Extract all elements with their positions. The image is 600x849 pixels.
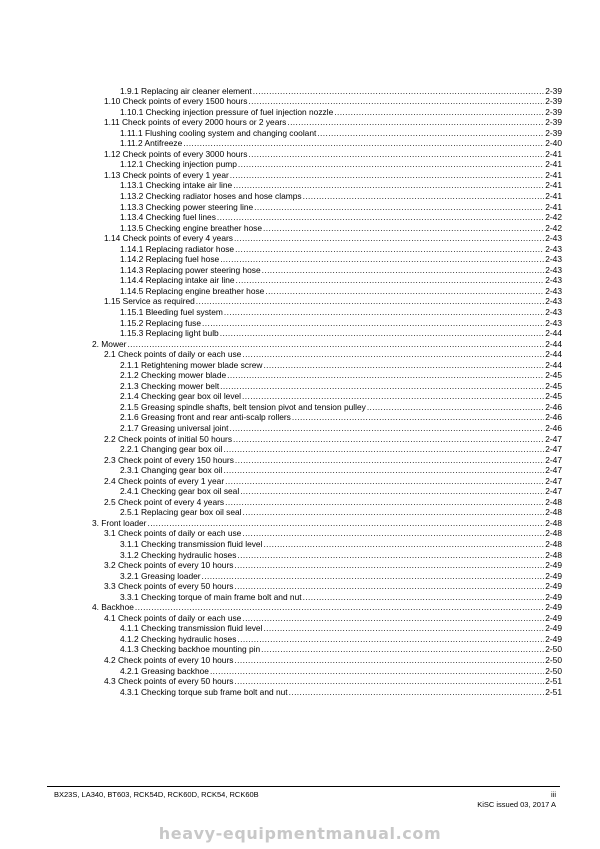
toc-dot-leader	[135, 602, 544, 613]
toc-entry-page: 2-43	[545, 254, 562, 265]
toc-entry-title: 2.3 Check point of every 150 hours	[104, 454, 234, 465]
toc-entry-title: 2.2.1 Changing gear box oil	[120, 444, 223, 455]
toc-entry-page: 2-49	[545, 591, 562, 602]
toc-entry-page: 2-48	[545, 517, 562, 528]
toc-entry[interactable]	[88, 507, 562, 518]
toc-entry-page: 2-45	[545, 391, 562, 402]
toc-entry-title: 2.1.7 Greasing universal joint	[120, 423, 229, 433]
toc-entry-page: 2-50	[545, 655, 562, 666]
toc-entry-page: 2-47	[545, 465, 562, 476]
toc-dot-leader	[196, 296, 544, 307]
toc-entry-title: 2.1.5 Greasing spindle shafts, belt tension pivot and tension pulley	[120, 401, 366, 412]
toc-entry-title: 1.12 Check points of every 3000 hours	[104, 148, 248, 159]
toc-dot-leader	[234, 233, 544, 244]
toc-entry[interactable]	[88, 233, 562, 244]
toc-entry[interactable]	[88, 539, 562, 550]
toc-dot-leader	[210, 666, 544, 677]
toc-entry[interactable]	[88, 676, 562, 687]
toc-entry[interactable]	[88, 402, 562, 413]
toc-entry[interactable]	[88, 581, 562, 592]
toc-entry-page: 2-50	[545, 644, 562, 655]
toc-dot-leader	[234, 676, 544, 687]
toc-entry[interactable]	[88, 528, 562, 539]
toc-entry-title: 4.1 Check points of daily or each use	[104, 612, 242, 623]
toc-entry[interactable]	[88, 602, 562, 613]
toc-entry[interactable]	[88, 138, 562, 149]
toc-entry[interactable]	[88, 191, 562, 202]
toc-dot-leader	[229, 423, 544, 434]
toc-entry-page: 2-39	[545, 96, 562, 107]
toc-entry-title: 2.4 Check points of every 1 year	[104, 475, 225, 486]
toc-entry-page: 2-48	[545, 507, 562, 518]
toc-dot-leader	[248, 149, 544, 160]
toc-dot-leader	[237, 634, 544, 645]
toc-entry[interactable]	[88, 349, 562, 360]
toc-entry-page: 2-49	[545, 602, 562, 613]
toc-entry-page: 2-49	[545, 633, 562, 644]
toc-dot-leader	[248, 96, 544, 107]
toc-entry-page: 2-41	[545, 148, 562, 159]
toc-dot-leader	[263, 623, 544, 634]
toc-entry-title: 1.13.4 Checking fuel lines	[120, 212, 216, 223]
toc-entry-page: 2-46	[545, 412, 562, 423]
toc-entry[interactable]	[88, 149, 562, 160]
toc-entry-page: 2-44	[545, 359, 562, 370]
toc-entry[interactable]	[88, 634, 562, 645]
toc-dot-leader	[234, 560, 544, 571]
toc-entry-page: 2-44	[545, 338, 562, 349]
toc-entry-title: 1.14.5 Replacing engine breather hose	[120, 285, 265, 296]
toc-dot-leader	[217, 212, 544, 223]
toc-entry-page: 2-48	[545, 496, 562, 507]
toc-entry[interactable]	[88, 412, 562, 423]
toc-entry[interactable]	[88, 613, 562, 624]
toc-entry[interactable]	[88, 318, 562, 329]
toc-entry-page: 2-39	[545, 106, 562, 117]
toc-dot-leader	[202, 318, 544, 329]
toc-entry-title: 1.14.1 Replacing radiator hose	[120, 243, 235, 254]
toc-dot-leader	[147, 518, 544, 529]
footer-page-number: iii	[551, 790, 556, 799]
table-of-contents	[88, 86, 562, 698]
toc-entry-title: 1.12.1 Checking injection pump	[120, 159, 237, 170]
toc-entry-page: 2-47	[545, 454, 562, 465]
toc-entry[interactable]	[88, 571, 562, 582]
toc-entry-page: 2-49	[545, 623, 562, 634]
toc-dot-leader	[235, 244, 544, 255]
toc-entry-page: 2-45	[545, 370, 562, 381]
toc-entry[interactable]	[88, 202, 562, 213]
toc-entry-page: 2-41	[545, 190, 562, 201]
toc-entry[interactable]	[88, 465, 562, 476]
toc-dot-leader	[334, 107, 544, 118]
toc-entry-page: 2-47	[545, 433, 562, 444]
toc-entry-title: 1.13.3 Checking power steering line	[120, 201, 254, 212]
toc-entry-page: 2-47	[545, 486, 562, 497]
toc-dot-leader	[220, 381, 544, 392]
toc-entry[interactable]	[88, 117, 562, 128]
toc-entry-page: 2-43	[545, 285, 562, 296]
toc-entry-page: 2-49	[545, 570, 562, 581]
toc-entry-page: 2-39	[545, 85, 562, 96]
toc-entry[interactable]	[88, 518, 562, 529]
toc-entry-title: 4.1.3 Checking backhoe mounting pin	[120, 644, 261, 655]
toc-dot-leader	[240, 486, 544, 497]
toc-entry-page: 2-49	[545, 612, 562, 623]
toc-dot-leader	[227, 370, 544, 381]
toc-entry[interactable]	[88, 655, 562, 666]
toc-entry[interactable]	[88, 434, 562, 445]
watermark-text: heavy-equipmentmanual.com	[158, 824, 442, 843]
toc-entry-page: 2-43	[545, 243, 562, 254]
toc-entry-page: 2-43	[545, 306, 562, 317]
toc-dot-leader	[243, 507, 545, 518]
toc-dot-leader	[202, 571, 545, 582]
toc-entry[interactable]	[88, 96, 562, 107]
toc-entry-title: 2.1.6 Greasing front and rear anti-scalp rollers	[120, 412, 291, 423]
toc-dot-leader	[254, 202, 544, 213]
toc-entry-title: 4.2 Check points of every 10 hours	[104, 655, 234, 666]
footer-issue-info: KiSC issued 03, 2017 A	[477, 800, 556, 809]
toc-entry-title: 1.14.2 Replacing fuel hose	[120, 254, 220, 265]
toc-entry[interactable]	[88, 170, 562, 181]
toc-entry[interactable]	[88, 212, 562, 223]
toc-entry-page: 2-51	[545, 676, 562, 687]
toc-entry-title: 1.10 Check points of every 1500 hours	[104, 96, 248, 107]
toc-dot-leader	[367, 402, 544, 413]
toc-entry-page: 2-39	[545, 127, 562, 138]
toc-entry-title: 2.1.1 Retightening mower blade screw	[120, 359, 263, 370]
toc-entry-page: 2-43	[545, 317, 562, 328]
toc-entry[interactable]	[88, 370, 562, 381]
toc-dot-leader	[234, 655, 544, 666]
toc-dot-leader	[303, 191, 545, 202]
toc-entry[interactable]	[88, 360, 562, 371]
toc-entry-page: 2-49	[545, 560, 562, 571]
toc-entry-title: 3.2 Check points of every 10 hours	[104, 560, 234, 571]
toc-entry-page: 2-48	[545, 539, 562, 550]
toc-entry[interactable]	[88, 391, 562, 402]
toc-entry-title: 1.15.3 Replacing light bulb	[120, 328, 219, 339]
toc-entry[interactable]	[88, 328, 562, 339]
toc-dot-leader	[263, 539, 544, 550]
toc-entry[interactable]	[88, 592, 562, 603]
toc-entry-title: 2.4.1 Checking gear box oil seal	[120, 486, 240, 497]
toc-entry-title: 4.1.2 Checking hydraulic hoses	[120, 633, 237, 644]
toc-entry-title: 4.3.1 Checking torque sub frame bolt and nut	[120, 686, 288, 697]
toc-entry[interactable]	[88, 254, 562, 265]
toc-dot-leader	[242, 349, 544, 360]
toc-entry-title: 1.11.2 Antifreeze	[120, 138, 183, 149]
toc-entry-page: 2-43	[545, 296, 562, 307]
toc-dot-leader	[263, 360, 544, 371]
toc-entry[interactable]	[88, 550, 562, 561]
toc-entry-page: 2-41	[545, 201, 562, 212]
toc-entry[interactable]	[88, 180, 562, 191]
toc-entry-title: 1.14.4 Replacing intake air line	[120, 275, 235, 286]
toc-dot-leader	[242, 613, 544, 624]
toc-entry-page: 2-47	[545, 444, 562, 455]
toc-entry-page: 2-39	[545, 117, 562, 128]
toc-entry-title: 1.10.1 Checking injection pressure of fuel injection nozzle	[120, 106, 334, 117]
toc-entry[interactable]	[88, 296, 562, 307]
toc-entry-page: 2-44	[545, 328, 562, 339]
toc-entry-title: 2.3.1 Changing gear box oil	[120, 465, 223, 476]
toc-entry-title: 4.2.1 Greasing backhoe	[120, 665, 209, 676]
toc-entry-page: 2-42	[545, 222, 562, 233]
toc-dot-leader	[233, 180, 544, 191]
toc-dot-leader	[220, 328, 545, 339]
toc-dot-leader	[242, 391, 544, 402]
toc-entry-page: 2-41	[545, 180, 562, 191]
toc-entry[interactable]	[88, 86, 562, 97]
toc-entry[interactable]	[88, 455, 562, 466]
toc-entry-title: 2.5 Check point of every 4 years	[104, 496, 225, 507]
toc-entry[interactable]	[88, 223, 562, 234]
toc-dot-leader	[223, 465, 544, 476]
toc-entry-title: 1.9.1 Replacing air cleaner element	[120, 85, 252, 96]
toc-entry-title: 2.1.4 Checking gear box oil level	[120, 391, 242, 402]
toc-entry-title: 3.3.1 Checking torque of main frame bolt and nut	[120, 591, 302, 602]
toc-entry[interactable]	[88, 644, 562, 655]
toc-entry-title: 2.2 Check points of initial 50 hours	[104, 433, 233, 444]
toc-dot-leader	[237, 550, 544, 561]
toc-dot-leader	[234, 581, 544, 592]
toc-dot-leader	[236, 275, 545, 286]
toc-dot-leader	[262, 265, 545, 276]
toc-dot-leader	[225, 497, 544, 508]
toc-entry-page: 2-41	[545, 169, 562, 180]
footer-divider	[47, 786, 560, 787]
toc-entry-page: 2-49	[545, 581, 562, 592]
toc-entry-page: 2-41	[545, 159, 562, 170]
toc-entry[interactable]	[88, 275, 562, 286]
toc-entry-page: 2-44	[545, 349, 562, 360]
toc-entry-page: 2-48	[545, 549, 562, 560]
toc-entry-title: 2.1.3 Checking mower belt	[120, 380, 220, 391]
toc-entry-title: 3.2.1 Greasing loader	[120, 570, 201, 581]
toc-entry-title: 4.1.1 Checking transmission fluid level	[120, 623, 263, 634]
toc-entry-title: 2.1 Check points of daily or each use	[104, 349, 242, 360]
toc-entry[interactable]	[88, 486, 562, 497]
toc-entry[interactable]	[88, 444, 562, 455]
toc-entry-page: 2-46	[545, 423, 562, 433]
toc-entry-title: 2.5.1 Replacing gear box oil seal	[120, 507, 242, 518]
toc-entry-title: 1.13 Check points of every 1 year	[104, 169, 229, 180]
toc-entry[interactable]	[88, 339, 562, 350]
toc-dot-leader	[230, 170, 544, 181]
toc-dot-leader	[265, 286, 544, 297]
toc-entry-title: 4. Backhoe	[92, 602, 134, 613]
toc-entry-title: 3.1.2 Checking hydraulic hoses	[120, 549, 237, 560]
toc-dot-leader	[238, 159, 544, 170]
toc-dot-leader	[183, 138, 544, 149]
toc-entry-title: 4.3 Check points of every 50 hours	[104, 676, 234, 687]
toc-entry[interactable]	[88, 128, 562, 139]
toc-entry-page: 2-51	[545, 686, 562, 697]
toc-entry-page: 2-46	[545, 401, 562, 412]
toc-entry-title: 3.3 Check points of every 50 hours	[104, 581, 234, 592]
toc-dot-leader	[235, 455, 544, 466]
toc-entry[interactable]	[88, 687, 562, 698]
toc-dot-leader	[225, 476, 544, 487]
toc-entry[interactable]	[88, 666, 562, 677]
toc-dot-leader	[287, 117, 544, 128]
toc-entry-title: 1.13.5 Checking engine breather hose	[120, 222, 263, 233]
toc-entry[interactable]	[88, 497, 562, 508]
toc-entry[interactable]	[88, 244, 562, 255]
toc-entry-page: 2-42	[545, 212, 562, 223]
toc-dot-leader	[253, 86, 544, 97]
toc-entry[interactable]	[88, 265, 562, 276]
toc-entry[interactable]	[88, 307, 562, 318]
toc-entry[interactable]	[88, 560, 562, 571]
toc-entry-page: 2-40	[545, 138, 562, 149]
toc-entry-page: 2-48	[545, 528, 562, 539]
toc-entry[interactable]	[88, 107, 562, 118]
toc-entry-page: 2-50	[545, 665, 562, 676]
toc-entry-title: 1.15 Service as required	[104, 296, 195, 307]
toc-dot-leader	[220, 254, 544, 265]
toc-dot-leader	[223, 444, 544, 455]
toc-entry-page: 2-43	[545, 275, 562, 286]
toc-entry-title: 1.11 Check points of every 2000 hours or 2 years	[104, 117, 287, 128]
toc-entry-title: 3.1 Check points of daily or each use	[104, 528, 242, 539]
toc-entry-page: 2-43	[545, 233, 562, 244]
toc-dot-leader	[242, 528, 544, 539]
toc-entry-title: 1.13.2 Checking radiator hoses and hose clamps	[120, 190, 302, 201]
toc-dot-leader	[289, 687, 545, 698]
toc-dot-leader	[127, 339, 544, 350]
toc-entry-title: 1.14 Check points of every 4 years	[104, 233, 233, 244]
toc-dot-leader	[303, 592, 545, 603]
toc-entry-title: 1.11.1 Flushing cooling system and changing coolant	[120, 127, 317, 138]
toc-entry-title: 3.1.1 Checking transmission fluid level	[120, 539, 263, 550]
toc-entry[interactable]	[88, 476, 562, 487]
toc-entry-page: 2-43	[545, 264, 562, 275]
toc-entry-title: 1.13.1 Checking intake air line	[120, 180, 233, 191]
footer-model-list: BX23S, LA340, BT603, RCK54D, RCK60D, RCK54, RCK60B	[54, 790, 259, 799]
toc-entry-title: 2. Mower	[92, 338, 127, 349]
toc-entry-title: 3. Front loader	[92, 517, 147, 528]
toc-entry-title: 1.15.2 Replacing fuse	[120, 317, 202, 328]
toc-dot-leader	[261, 644, 544, 655]
toc-entry-page: 2-47	[545, 475, 562, 486]
toc-dot-leader	[292, 412, 544, 423]
toc-entry[interactable]	[88, 623, 562, 634]
toc-dot-leader	[224, 307, 544, 318]
toc-entry-title: 2.1.2 Checking mower blade	[120, 370, 227, 381]
toc-entry[interactable]	[88, 286, 562, 297]
toc-dot-leader	[317, 128, 544, 139]
toc-entry-title: 1.14.3 Replacing power steering hose	[120, 264, 261, 275]
toc-dot-leader	[233, 434, 544, 445]
toc-dot-leader	[263, 223, 544, 234]
toc-entry-title: 1.15.1 Bleeding fuel system	[120, 306, 223, 317]
toc-entry-page: 2-45	[545, 380, 562, 391]
toc-entry[interactable]	[88, 159, 562, 170]
toc-entry[interactable]	[88, 381, 562, 392]
toc-entry[interactable]	[88, 423, 562, 434]
